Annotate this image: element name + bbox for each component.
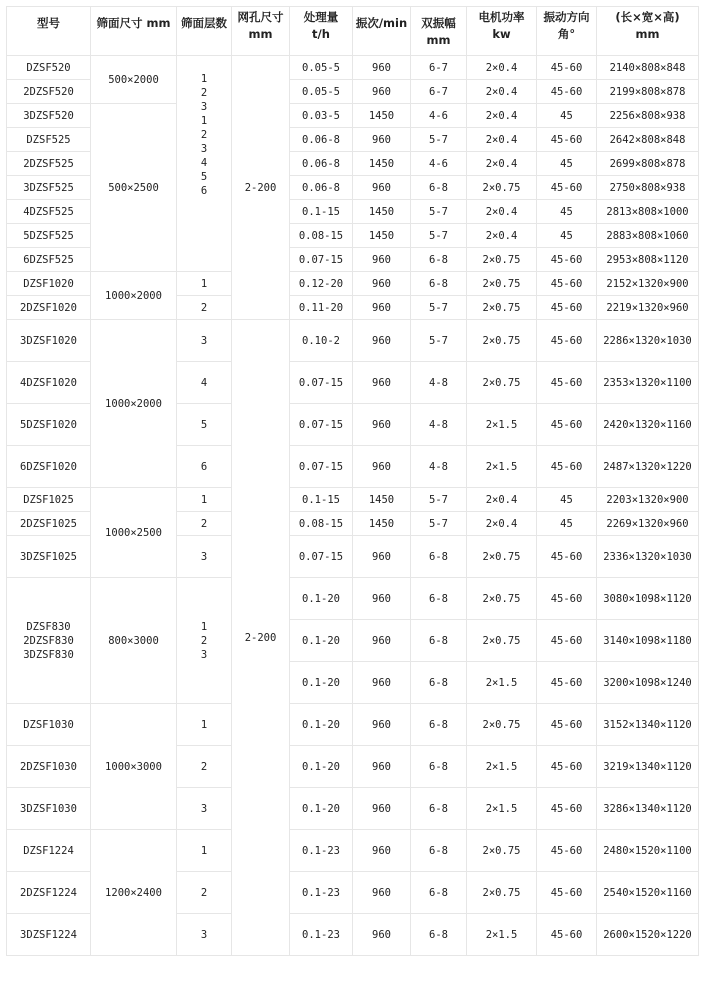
model-cell: 6DZSF1020 xyxy=(7,446,91,488)
capacity-cell: 0.1-20 xyxy=(290,704,353,746)
capacity-cell: 0.1-15 xyxy=(290,488,353,512)
amplitude-cell: 6-8 xyxy=(411,788,467,830)
freq-cell: 960 xyxy=(353,362,411,404)
mesh-cell: 2-200 xyxy=(232,320,290,956)
dims-cell: 2883×808×1060 xyxy=(597,224,699,248)
dims-cell: 2699×808×878 xyxy=(597,152,699,176)
capacity-cell: 0.07-15 xyxy=(290,404,353,446)
freq-cell: 960 xyxy=(353,56,411,80)
power-cell: 2×1.5 xyxy=(467,662,537,704)
capacity-cell: 0.06-8 xyxy=(290,152,353,176)
freq-cell: 960 xyxy=(353,128,411,152)
power-cell: 2×0.4 xyxy=(467,488,537,512)
layer-value: 5 xyxy=(200,171,208,183)
table-row xyxy=(7,578,699,620)
layers-cell: 1 xyxy=(177,272,232,296)
amplitude-cell: 5-7 xyxy=(411,200,467,224)
angle-cell: 45-60 xyxy=(537,788,597,830)
freq-cell: 960 xyxy=(353,662,411,704)
angle-cell: 45-60 xyxy=(537,830,597,872)
model-cell: 2DZSF1224 xyxy=(7,872,91,914)
power-cell: 2×0.4 xyxy=(467,104,537,128)
capacity-cell: 0.08-15 xyxy=(290,512,353,536)
power-cell: 2×0.4 xyxy=(467,512,537,536)
power-cell: 2×0.4 xyxy=(467,56,537,80)
amplitude-cell: 5-7 xyxy=(411,512,467,536)
capacity-cell: 0.1-15 xyxy=(290,200,353,224)
model-cell: 2DZSF520 xyxy=(7,80,91,104)
screen-size-cell: 500×2000 xyxy=(91,56,177,104)
angle-cell: 45-60 xyxy=(537,362,597,404)
model-cell: 4DZSF525 xyxy=(7,200,91,224)
power-cell: 2×1.5 xyxy=(467,446,537,488)
power-cell: 2×0.75 xyxy=(467,176,537,200)
capacity-cell: 0.1-20 xyxy=(290,620,353,662)
layers-cell xyxy=(177,578,232,704)
freq-cell: 960 xyxy=(353,704,411,746)
freq-cell: 960 xyxy=(353,296,411,320)
angle-cell: 45-60 xyxy=(537,296,597,320)
header-dims xyxy=(597,7,699,56)
power-cell: 2×0.75 xyxy=(467,320,537,362)
model-cell: DZSF525 xyxy=(7,128,91,152)
freq-cell: 960 xyxy=(353,272,411,296)
capacity-cell: 0.05-5 xyxy=(290,80,353,104)
dims-cell: 2269×1320×960 xyxy=(597,512,699,536)
header-capacity-line2: t/h xyxy=(312,27,330,41)
freq-cell: 960 xyxy=(353,746,411,788)
amplitude-cell: 6-8 xyxy=(411,872,467,914)
header-amplitude: 双振幅mm xyxy=(411,7,467,56)
capacity-cell: 0.12-20 xyxy=(290,272,353,296)
layers-cell: 3 xyxy=(177,536,232,578)
dims-cell: 2203×1320×900 xyxy=(597,488,699,512)
layer-value: 2 xyxy=(200,129,208,141)
layers-cell: 2 xyxy=(177,296,232,320)
model-cell: 3DZSF1224 xyxy=(7,914,91,956)
amplitude-cell: 6-8 xyxy=(411,914,467,956)
layers-cell: 1 xyxy=(177,704,232,746)
amplitude-cell: 6-8 xyxy=(411,248,467,272)
power-cell: 2×1.5 xyxy=(467,746,537,788)
model-cell: 3DZSF1020 xyxy=(7,320,91,362)
angle-cell: 45 xyxy=(537,104,597,128)
layers-cell: 5 xyxy=(177,404,232,446)
table-row xyxy=(7,704,699,746)
dims-cell: 3080×1098×1120 xyxy=(597,578,699,620)
spec-table xyxy=(6,6,699,956)
header-angle xyxy=(537,7,597,56)
model-name: 2DZSF830 xyxy=(23,634,74,647)
dims-cell: 2219×1320×960 xyxy=(597,296,699,320)
angle-cell: 45-60 xyxy=(537,446,597,488)
model-cell: 6DZSF525 xyxy=(7,248,91,272)
screen-size-cell: 500×2500 xyxy=(91,104,177,272)
header-screen-size: 筛面尺寸 mm xyxy=(91,7,177,56)
header-mesh-line1: 网孔尺寸 xyxy=(237,10,284,24)
amplitude-cell: 5-7 xyxy=(411,224,467,248)
freq-cell: 1450 xyxy=(353,488,411,512)
model-cell: DZSF1224 xyxy=(7,830,91,872)
capacity-cell: 0.1-20 xyxy=(290,578,353,620)
power-cell: 2×1.5 xyxy=(467,404,537,446)
header-capacity-line1: 处理量 xyxy=(303,10,339,24)
freq-cell: 960 xyxy=(353,872,411,914)
angle-cell: 45-60 xyxy=(537,746,597,788)
amplitude-cell: 4-8 xyxy=(411,404,467,446)
amplitude-cell: 5-7 xyxy=(411,296,467,320)
amplitude-cell: 6-7 xyxy=(411,80,467,104)
power-cell: 2×0.75 xyxy=(467,578,537,620)
layers-cell: 3 xyxy=(177,788,232,830)
angle-cell: 45-60 xyxy=(537,536,597,578)
power-cell: 2×0.4 xyxy=(467,152,537,176)
dims-cell: 2750×808×938 xyxy=(597,176,699,200)
power-cell: 2×0.75 xyxy=(467,248,537,272)
amplitude-cell: 4-8 xyxy=(411,446,467,488)
model-cell: 3DZSF525 xyxy=(7,176,91,200)
table-row xyxy=(7,830,699,872)
angle-cell: 45-60 xyxy=(537,80,597,104)
dims-cell: 2353×1320×1100 xyxy=(597,362,699,404)
mesh-cell: 2-200 xyxy=(232,56,290,320)
table-row xyxy=(7,320,699,362)
layers-cell: 1 xyxy=(177,488,232,512)
header-freq: 振次/min xyxy=(353,7,411,56)
header-dims-line1: (长×宽×高) xyxy=(615,10,680,24)
model-name: 3DZSF830 xyxy=(23,648,74,661)
layer-value: 1 xyxy=(200,115,208,127)
amplitude-cell: 4-8 xyxy=(411,362,467,404)
header-angle-line2: 角° xyxy=(557,27,576,41)
dims-cell: 3140×1098×1180 xyxy=(597,620,699,662)
amplitude-cell: 6-8 xyxy=(411,536,467,578)
angle-cell: 45-60 xyxy=(537,248,597,272)
freq-cell: 1450 xyxy=(353,104,411,128)
power-cell: 2×0.75 xyxy=(467,620,537,662)
dims-cell: 2953×808×1120 xyxy=(597,248,699,272)
table-row xyxy=(7,56,699,80)
amplitude-cell: 5-7 xyxy=(411,320,467,362)
capacity-cell: 0.06-8 xyxy=(290,128,353,152)
freq-cell: 1450 xyxy=(353,224,411,248)
layers-cell: 6 xyxy=(177,446,232,488)
capacity-cell: 0.1-20 xyxy=(290,662,353,704)
capacity-cell: 0.1-20 xyxy=(290,746,353,788)
angle-cell: 45-60 xyxy=(537,404,597,446)
angle-cell: 45-60 xyxy=(537,872,597,914)
header-dims-line2: mm xyxy=(635,27,660,41)
model-cell: 5DZSF1020 xyxy=(7,404,91,446)
model-cell xyxy=(7,578,91,704)
header-model: 型号 xyxy=(7,7,91,56)
dims-cell: 2199×808×878 xyxy=(597,80,699,104)
model-cell: 3DZSF1025 xyxy=(7,536,91,578)
power-cell: 2×1.5 xyxy=(467,788,537,830)
screen-size-cell: 1000×3000 xyxy=(91,704,177,830)
capacity-cell: 0.1-23 xyxy=(290,830,353,872)
header-power xyxy=(467,7,537,56)
amplitude-cell: 4-6 xyxy=(411,104,467,128)
freq-cell: 960 xyxy=(353,320,411,362)
layers-cell: 2 xyxy=(177,746,232,788)
screen-size-cell: 1000×2500 xyxy=(91,488,177,578)
angle-cell: 45-60 xyxy=(537,320,597,362)
capacity-cell: 0.05-5 xyxy=(290,56,353,80)
amplitude-cell: 6-8 xyxy=(411,272,467,296)
angle-cell: 45 xyxy=(537,224,597,248)
angle-cell: 45-60 xyxy=(537,704,597,746)
header-layers: 筛面层数 xyxy=(177,7,232,56)
dims-cell: 2642×808×848 xyxy=(597,128,699,152)
amplitude-cell: 6-8 xyxy=(411,830,467,872)
capacity-cell: 0.11-20 xyxy=(290,296,353,320)
model-cell: DZSF520 xyxy=(7,56,91,80)
angle-cell: 45-60 xyxy=(537,620,597,662)
capacity-cell: 0.07-15 xyxy=(290,362,353,404)
dims-cell: 2286×1320×1030 xyxy=(597,320,699,362)
capacity-cell: 0.08-15 xyxy=(290,224,353,248)
freq-cell: 960 xyxy=(353,830,411,872)
capacity-cell: 0.1-23 xyxy=(290,914,353,956)
power-cell: 2×0.75 xyxy=(467,536,537,578)
capacity-cell: 0.07-15 xyxy=(290,536,353,578)
freq-cell: 1450 xyxy=(353,512,411,536)
header-mesh-line2: mm xyxy=(248,27,273,41)
angle-cell: 45 xyxy=(537,200,597,224)
header-mesh xyxy=(232,7,290,56)
dims-cell: 2813×808×1000 xyxy=(597,200,699,224)
layers-cell: 1 xyxy=(177,830,232,872)
angle-cell: 45 xyxy=(537,152,597,176)
capacity-cell: 0.10-2 xyxy=(290,320,353,362)
power-cell: 2×0.75 xyxy=(467,830,537,872)
screen-size-cell: 800×3000 xyxy=(91,578,177,704)
dims-cell: 2480×1520×1100 xyxy=(597,830,699,872)
layers-cell: 2 xyxy=(177,512,232,536)
freq-cell: 960 xyxy=(353,578,411,620)
dims-cell: 2152×1320×900 xyxy=(597,272,699,296)
freq-cell: 960 xyxy=(353,176,411,200)
angle-cell: 45-60 xyxy=(537,128,597,152)
capacity-cell: 0.1-23 xyxy=(290,872,353,914)
dims-cell: 2600×1520×1220 xyxy=(597,914,699,956)
angle-cell: 45 xyxy=(537,512,597,536)
layer-value: 4 xyxy=(200,157,208,169)
model-cell: 2DZSF1025 xyxy=(7,512,91,536)
model-cell: 3DZSF520 xyxy=(7,104,91,128)
table-row xyxy=(7,488,699,512)
power-cell: 2×0.4 xyxy=(467,128,537,152)
layer-value: 1 xyxy=(200,73,208,85)
layers-cell: 3 xyxy=(177,914,232,956)
angle-cell: 45-60 xyxy=(537,272,597,296)
freq-cell: 960 xyxy=(353,536,411,578)
layers-cell xyxy=(177,56,232,272)
header-capacity xyxy=(290,7,353,56)
dims-cell: 2540×1520×1160 xyxy=(597,872,699,914)
angle-cell: 45-60 xyxy=(537,56,597,80)
amplitude-cell: 6-8 xyxy=(411,704,467,746)
screen-size-cell: 1000×2000 xyxy=(91,272,177,320)
amplitude-cell: 5-7 xyxy=(411,128,467,152)
amplitude-cell: 4-6 xyxy=(411,152,467,176)
freq-cell: 960 xyxy=(353,404,411,446)
power-cell: 2×0.75 xyxy=(467,872,537,914)
power-cell: 2×0.4 xyxy=(467,80,537,104)
header-power-line2: kw xyxy=(492,27,511,41)
header-row xyxy=(7,7,699,56)
power-cell: 2×0.75 xyxy=(467,362,537,404)
dims-cell: 3286×1340×1120 xyxy=(597,788,699,830)
layer-value: 3 xyxy=(200,648,208,661)
model-cell: DZSF1020 xyxy=(7,272,91,296)
angle-cell: 45-60 xyxy=(537,578,597,620)
layer-value: 3 xyxy=(200,101,208,113)
power-cell: 2×0.75 xyxy=(467,272,537,296)
layers-cell: 3 xyxy=(177,320,232,362)
capacity-cell: 0.06-8 xyxy=(290,176,353,200)
screen-size-cell: 1000×2000 xyxy=(91,320,177,488)
power-cell: 2×0.75 xyxy=(467,704,537,746)
layer-value: 3 xyxy=(200,143,208,155)
model-cell: 4DZSF1020 xyxy=(7,362,91,404)
layer-value: 6 xyxy=(200,185,208,197)
dims-cell: 2420×1320×1160 xyxy=(597,404,699,446)
freq-cell: 960 xyxy=(353,248,411,272)
capacity-cell: 0.1-20 xyxy=(290,788,353,830)
amplitude-cell: 6-7 xyxy=(411,56,467,80)
freq-cell: 960 xyxy=(353,788,411,830)
capacity-cell: 0.03-5 xyxy=(290,104,353,128)
model-cell: DZSF1030 xyxy=(7,704,91,746)
dims-cell: 3200×1098×1240 xyxy=(597,662,699,704)
angle-cell: 45-60 xyxy=(537,662,597,704)
dims-cell: 3152×1340×1120 xyxy=(597,704,699,746)
freq-cell: 960 xyxy=(353,620,411,662)
layer-value: 2 xyxy=(200,87,208,99)
freq-cell: 960 xyxy=(353,80,411,104)
freq-cell: 1450 xyxy=(353,152,411,176)
freq-cell: 960 xyxy=(353,446,411,488)
power-cell: 2×0.4 xyxy=(467,200,537,224)
header-angle-line1: 振动方向 xyxy=(543,10,590,24)
capacity-cell: 0.07-15 xyxy=(290,248,353,272)
model-cell: DZSF1025 xyxy=(7,488,91,512)
amplitude-cell: 6-8 xyxy=(411,620,467,662)
model-cell: 2DZSF525 xyxy=(7,152,91,176)
amplitude-cell: 6-8 xyxy=(411,578,467,620)
power-cell: 2×1.5 xyxy=(467,914,537,956)
angle-cell: 45-60 xyxy=(537,914,597,956)
dims-cell: 2336×1320×1030 xyxy=(597,536,699,578)
model-cell: 2DZSF1030 xyxy=(7,746,91,788)
amplitude-cell: 6-8 xyxy=(411,662,467,704)
layers-cell: 2 xyxy=(177,872,232,914)
power-cell: 2×0.75 xyxy=(467,296,537,320)
table-row xyxy=(7,272,699,296)
amplitude-cell: 6-8 xyxy=(411,176,467,200)
dims-cell: 3219×1340×1120 xyxy=(597,746,699,788)
amplitude-cell: 6-8 xyxy=(411,746,467,788)
layer-value: 1 xyxy=(200,620,208,633)
freq-cell: 1450 xyxy=(353,200,411,224)
power-cell: 2×0.4 xyxy=(467,224,537,248)
dims-cell: 2487×1320×1220 xyxy=(597,446,699,488)
layers-cell: 4 xyxy=(177,362,232,404)
layer-value: 2 xyxy=(200,634,208,647)
dims-cell: 2256×808×938 xyxy=(597,104,699,128)
table-row xyxy=(7,104,699,128)
angle-cell: 45-60 xyxy=(537,176,597,200)
freq-cell: 960 xyxy=(353,914,411,956)
header-power-line1: 电机功率 xyxy=(478,10,525,24)
model-name: DZSF830 xyxy=(26,620,71,633)
capacity-cell: 0.07-15 xyxy=(290,446,353,488)
amplitude-cell: 5-7 xyxy=(411,488,467,512)
screen-size-cell: 1200×2400 xyxy=(91,830,177,956)
model-cell: 5DZSF525 xyxy=(7,224,91,248)
model-cell: 3DZSF1030 xyxy=(7,788,91,830)
angle-cell: 45 xyxy=(537,488,597,512)
dims-cell: 2140×808×848 xyxy=(597,56,699,80)
model-cell: 2DZSF1020 xyxy=(7,296,91,320)
